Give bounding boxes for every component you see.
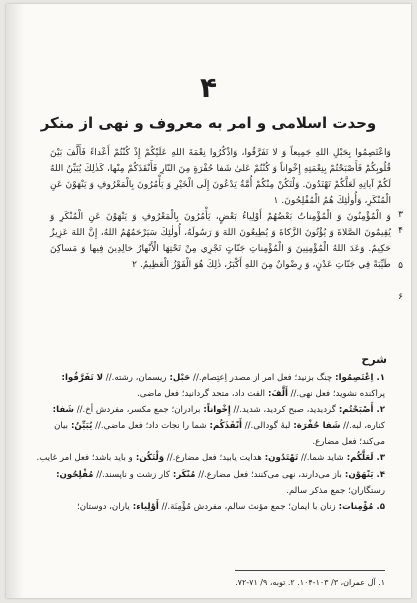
glossary-entry bbox=[34, 402, 385, 450]
glossary-term: يُبَيِّنُ: bbox=[68, 421, 93, 432]
glossary-definition: ریسمان، رشته.// bbox=[103, 373, 167, 383]
glossary-definition: الفت داد، متحد گردانید؛ فعل ماضی. bbox=[137, 389, 266, 400]
glossary-term: شَفا: bbox=[52, 405, 74, 416]
glossary-term: مُنْكَر: bbox=[169, 469, 196, 480]
glossary-entry bbox=[34, 450, 385, 466]
glossary-definition: و باید باشد؛ فعل امر غایب. bbox=[36, 453, 133, 464]
glossary-term: لا تَفَرَّقُوا: bbox=[61, 373, 104, 383]
glossary-term: ۴. يَنْهَوْن: bbox=[341, 469, 385, 480]
footnote: ۱. آل عمران، ۳/ ۱۰۳-۱۰۴. ۲. توبه، ۹/ ۷۱-۷۲. bbox=[235, 578, 385, 587]
glossary-definition: گردیدید، صبح کردید، شدید.// bbox=[230, 405, 336, 416]
glossary-definition: برادران؛ جمع مکسر، مفردش أخ.// bbox=[73, 405, 201, 416]
glossary-term: أَنْقَذَكُم: bbox=[206, 421, 243, 432]
glossary-definition: یاران، دوستان؛ bbox=[77, 501, 130, 512]
sharh-heading: شرح bbox=[361, 353, 387, 366]
glossary-entry bbox=[34, 499, 385, 515]
glossary-term: إِخْواناً: bbox=[200, 405, 231, 416]
glossary-definition: کناره، لبه.// bbox=[340, 421, 385, 432]
chapter-number: ۴ bbox=[199, 71, 218, 104]
verse-marker: ۴ bbox=[398, 226, 403, 236]
quran-verses bbox=[50, 145, 391, 273]
glossary-definition: چنگ بزنید؛ فعل امر از مصدر اِعتِصام.// bbox=[190, 373, 333, 383]
glossary-definition: زنان با ایمان؛ جمع مؤنث سالم، مفردش مُؤْمِنَة.// bbox=[158, 501, 336, 512]
glossary-term: مُفْلِحُون: bbox=[56, 469, 94, 480]
glossary-definition: کار زشت و ناپسند.// bbox=[93, 469, 170, 480]
footnote-divider bbox=[235, 570, 385, 571]
book-page bbox=[6, 4, 411, 598]
verse-block: وَ الْمُؤْمِنُونَ وَ الْمُؤْمِناتُ بَعْضُهُمْ أَوْلِياءُ بَعْضٍ، يَأْمُرُونَ بِالْمَعْرُوفِ وَ يَنْهَوْنَ عَنِ الْمُنْكَرِ وَ يُقِيمُونَ الصَّلاةَ وَ يُؤْتُونَ الزَّكاةَ وَ يُطِيعُونَ اللهَ وَ رَسُولَهُ، أُولٰئِكَ سَيَرْحَمُهُمُ اللهُ، إِنَّ اللهَ عَزِيزٌ حَكِيمٌ. وَعَدَ اللهُ الْمُؤْمِنِينَ وَ الْمُؤْمِناتِ جَنّاتٍ تَجْرِي مِنْ تَحْتِهَا الْأَنْهارُ خالِدِينَ فِيها وَ مَساكِنَ طَيِّبَةً فِي جَنّاتِ عَدْنٍ، وَ رِضْوانٌ مِنَ اللهِ أَكْبَرُ، ذٰلِكَ هُوَ الْفَوْزُ الْعَظِيمُ. ۲ bbox=[50, 211, 391, 270]
glossary-definition: هدایت یابید؛ فعل مضارع.// bbox=[164, 453, 262, 464]
glossary-term: أَوْلِياء: bbox=[129, 501, 159, 512]
glossary-term: ۲. أَصْبَحْتُم: bbox=[335, 405, 385, 416]
glossary-definition: پراکنده نشوید؛ فعل نهی.// bbox=[287, 389, 385, 400]
glossary-definition: بیان می‌کند؛ فعل مضارع. bbox=[54, 421, 385, 448]
glossary-entry bbox=[34, 467, 385, 499]
glossary-term: ۱. اِعْتَصِمُوا: bbox=[332, 373, 385, 383]
glossary-entry bbox=[34, 370, 385, 402]
glossary-term: تَهْتَدُون: bbox=[261, 453, 299, 464]
chapter-title: وحدت اسلامی و امر به معروف و نهی از منکر bbox=[40, 114, 377, 132]
verse-block: وَاعْتَصِمُوا بِحَبْلِ اللهِ جَمِيعاً وَ لا تَفَرَّقُوا، وَاذْكُرُوا نِعْمَةَ اللهِ عَلَيْكُمْ إِذْ كُنْتُمْ أَعْداءً فَأَلَّفَ بَيْنَ قُلُوبِكُمْ فَأَصْبَحْتُمْ بِنِعْمَتِهِ إِخْواناً وَ كُنْتُمْ عَلىٰ شَفا حُفْرَةٍ مِنَ النّارِ فَأَنْقَذَكُمْ مِنْها، كَذٰلِكَ يُبَيِّنُ اللهُ لَكُمْ آياتِهِ لَعَلَّكُمْ تَهْتَدُونَ. وَلْتَكُنْ مِنْكُمْ أُمَّةٌ يَدْعُونَ إِلَى الْخَيْرِ وَ يَأْمُرُونَ بِالْمَعْرُوفِ وَ يَنْهَوْنَ عَنِ الْمُنْكَرِ، وَأُولٰئِكَ هُمُ الْمُفْلِحُونَ. ۱ bbox=[50, 147, 391, 206]
verse-marker: ۳ bbox=[398, 210, 403, 220]
glossary-term: وَلْتَكُن: bbox=[132, 453, 165, 464]
glossary-term: أَلَّفَ: bbox=[265, 389, 288, 400]
glossary-definition: باز می‌دارند، نهی می‌کنند؛ فعل مضارع.// bbox=[195, 469, 342, 480]
glossary-definition: شما را نجات داد؛ فعل ماضی.// bbox=[92, 421, 207, 432]
glossary-term: حَبْل: bbox=[166, 373, 191, 383]
glossary-definition: شاید شما.// bbox=[298, 453, 344, 464]
glossary-notes bbox=[34, 370, 385, 515]
glossary-definition: رستگاران؛ جمع مذکر سالم. bbox=[286, 485, 385, 496]
glossary-term: ۵. مُؤْمِنات: bbox=[335, 501, 385, 512]
verse-marker: ۶ bbox=[398, 292, 403, 302]
glossary-definition: لبهٔ گودالی.// bbox=[242, 421, 291, 432]
glossary-term: شَفا حُفْرَة: bbox=[290, 421, 341, 432]
verse-marker: ۵ bbox=[398, 261, 403, 271]
glossary-term: ۳. لَعَلَّكُم: bbox=[343, 453, 385, 464]
